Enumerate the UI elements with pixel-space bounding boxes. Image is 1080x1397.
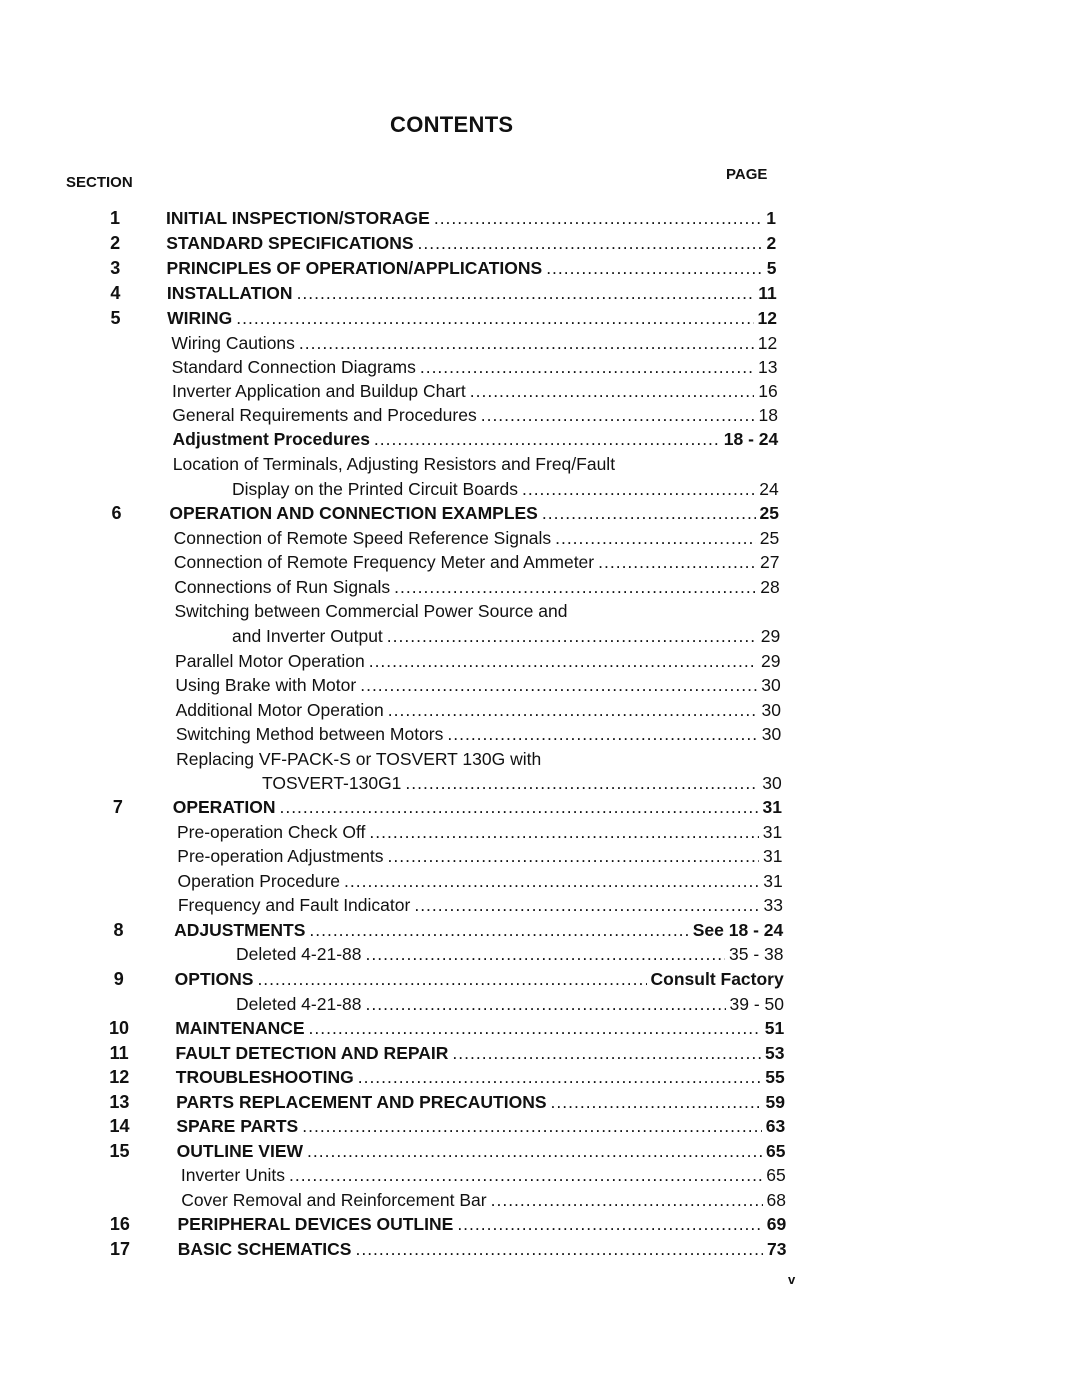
toc-section-row (110, 1239, 787, 1263)
toc-section-row (109, 1043, 785, 1067)
dot-leader (355, 1239, 763, 1260)
toc-entry-label: Switching between Commercial Power Source and (174, 601, 568, 621)
dot-leader (374, 429, 720, 450)
toc-entry-label: FAULT DETECTION AND REPAIR (175, 1043, 449, 1063)
toc-entry-label: PARTS REPLACEMENT AND PRECAUTIONS (176, 1092, 547, 1112)
toc-section-row (109, 1116, 786, 1140)
toc-subsection-row (178, 871, 783, 895)
toc-subsection-row (177, 846, 782, 870)
toc-entry-label: TOSVERT-130G1 (262, 773, 402, 793)
toc-page-number: 30 (761, 700, 781, 720)
toc-entry-label: Pre-operation Adjustments (177, 846, 384, 866)
toc-entry-label: Deleted 4-21-88 (236, 944, 362, 964)
toc-subsection-row (172, 381, 778, 405)
toc-section-row (109, 1067, 785, 1091)
toc-subsection-row (174, 552, 780, 576)
toc-section-number: 6 (111, 503, 122, 523)
toc-section-row (110, 308, 777, 332)
dot-leader (447, 724, 757, 745)
toc-subsection-row (181, 1165, 786, 1189)
toc-subsection-row (172, 405, 778, 429)
toc-entry-label: Display on the Printed Circuit Boards (232, 479, 518, 499)
toc-entry-label: Parallel Motor Operation (175, 651, 365, 671)
toc-page-number: 30 (762, 773, 782, 793)
toc-entry-label: Cover Removal and Reinforcement Bar (181, 1190, 487, 1210)
dot-leader (387, 626, 757, 647)
toc-section-number: 1 (109, 208, 120, 228)
dot-leader (236, 308, 753, 329)
toc-page-number: 24 (759, 479, 779, 499)
dot-leader (307, 1141, 762, 1162)
section-column-header: SECTION (66, 174, 133, 191)
toc-page-number: 31 (763, 846, 783, 866)
toc-subsection-row (177, 822, 782, 846)
toc-entry-label: Additional Motor Operation (175, 700, 384, 720)
dot-leader (366, 944, 726, 965)
dot-leader (394, 577, 756, 598)
toc-entry-label: Standard Connection Diagrams (171, 357, 416, 377)
toc-page-number: 53 (765, 1043, 785, 1063)
toc-page-number: 65 (766, 1165, 786, 1185)
toc-entry-label: Replacing VF-PACK-S or TOSVERT 130G with (176, 749, 542, 769)
dot-leader (366, 994, 726, 1015)
toc-entry-label: Connection of Remote Speed Reference Signals (173, 528, 552, 548)
toc-entry-label: Using Brake with Motor (175, 675, 357, 695)
toc-subsection-row (176, 700, 781, 724)
toc-section-row (113, 969, 784, 993)
dot-leader (551, 1092, 762, 1113)
toc-subsection-row (232, 626, 780, 650)
dot-leader (388, 846, 760, 867)
toc-page-number: 11 (758, 283, 777, 303)
toc-entry-label: PRINCIPLES OF OPERATION/APPLICATIONS (166, 258, 543, 278)
dot-leader (309, 920, 688, 941)
toc-page-number: 13 (758, 357, 778, 377)
dot-leader (257, 969, 646, 990)
toc-entry-label: INSTALLATION (166, 283, 293, 303)
toc-page-number: 69 (766, 1214, 787, 1234)
dot-leader (522, 479, 755, 500)
toc-section-row (109, 1092, 785, 1116)
dot-leader (418, 233, 763, 254)
toc-section-number: 5 (110, 308, 121, 328)
toc-section-row (109, 1141, 786, 1165)
toc-page-number: 51 (764, 1018, 785, 1038)
toc-page-number: 2 (766, 233, 777, 253)
toc-entry-label: Inverter Units (180, 1165, 285, 1185)
toc-section-number: 3 (110, 258, 121, 278)
dot-leader (360, 675, 757, 696)
toc-page-number: 18 - 24 (723, 429, 779, 449)
toc-page-number: Consult Factory (650, 969, 784, 989)
toc-entry-label: Wiring Cautions (171, 333, 295, 353)
toc-section-number: 12 (109, 1067, 130, 1087)
toc-subsection-row (172, 357, 778, 381)
dot-leader (289, 1165, 762, 1186)
dot-leader (297, 283, 755, 304)
dot-leader (481, 405, 755, 426)
dot-leader (491, 1190, 763, 1211)
toc-entry-label: INITIAL INSPECTION/STORAGE (166, 208, 430, 228)
toc-page-number: 31 (762, 822, 783, 842)
dot-leader (344, 871, 759, 892)
toc-subsection-row (181, 1190, 786, 1214)
toc-entry-label: TROUBLESHOOTING (175, 1067, 354, 1087)
toc-page-number: 33 (763, 895, 783, 915)
toc-page-number: 31 (763, 871, 783, 891)
toc-entry-label: BASIC SCHEMATICS (177, 1239, 352, 1259)
toc-page-number: 12 (757, 308, 777, 328)
toc-entry-label: Inverter Application and Buildup Chart (171, 381, 466, 401)
toc-entry-label: OPERATION (172, 797, 276, 817)
toc-page-number: 16 (758, 381, 778, 401)
toc-entry-label: Location of Terminals, Adjusting Resistors and Freq/Fault (172, 454, 616, 474)
toc-page-number: See 18 - 24 (692, 920, 784, 940)
page-column-header: PAGE (726, 166, 768, 183)
toc-page-number: 28 (760, 577, 780, 597)
toc-section-row (112, 797, 782, 821)
toc-entry-label: and Inverter Output (232, 626, 383, 646)
toc-page-number: 39 - 50 (729, 994, 784, 1014)
toc-page-number: 12 (757, 333, 778, 353)
toc-entry-label: WIRING (167, 308, 233, 328)
toc-entry-label: OPERATION AND CONNECTION EXAMPLES (169, 503, 538, 523)
toc-section-number: 9 (113, 969, 124, 989)
dot-leader (279, 797, 758, 818)
toc-subsection-row (262, 773, 782, 797)
toc-subsection-row (174, 528, 780, 552)
toc-page-number: 55 (765, 1067, 785, 1087)
toc-subsection-row (174, 577, 780, 601)
toc-entry-label: Switching Method between Motors (175, 724, 444, 744)
toc-page-number: 63 (765, 1116, 786, 1136)
toc-entry-label: General Requirements and Procedures (172, 405, 477, 425)
dot-leader (546, 258, 763, 279)
dot-leader (542, 503, 756, 524)
toc-page-number: 29 (760, 626, 781, 646)
toc-section-number: 17 (110, 1239, 131, 1259)
toc-section-number: 16 (109, 1214, 130, 1234)
toc-page-number: 30 (761, 724, 782, 744)
toc-subsection-row (232, 479, 779, 503)
toc-page-number: 25 (759, 503, 779, 523)
toc-section-row (110, 258, 777, 282)
dot-leader (457, 1214, 762, 1235)
toc-subsection-row (171, 333, 777, 357)
toc-entry-label: OPTIONS (174, 969, 254, 989)
dot-leader (299, 333, 754, 354)
dot-leader (452, 1043, 761, 1064)
toc-entry-label: SPARE PARTS (176, 1116, 299, 1136)
dot-leader (434, 208, 762, 229)
toc-section-number: 10 (108, 1018, 129, 1038)
toc-subsection-row (173, 429, 779, 453)
toc-section-row (108, 1018, 785, 1042)
toc-page-number: 1 (766, 208, 776, 228)
toc-page-number: 31 (762, 797, 782, 817)
toc-section-row (110, 283, 777, 307)
toc-section-number: 11 (109, 1043, 129, 1063)
toc-entry-label: Operation Procedure (177, 871, 341, 891)
toc-subsection-row (175, 675, 780, 699)
toc-entry-label: Deleted 4-21-88 (236, 994, 362, 1014)
toc-entry-label: STANDARD SPECIFICATIONS (166, 233, 414, 253)
dot-leader (309, 1018, 761, 1039)
toc-page-number: 30 (761, 675, 781, 695)
toc-section-number: 2 (110, 233, 121, 253)
toc-section-number: 7 (112, 797, 123, 817)
toc-section-number: 13 (109, 1092, 130, 1112)
toc-entry-label: ADJUSTMENTS (174, 920, 306, 940)
toc-page-number: 27 (760, 552, 780, 572)
toc-section-row (109, 1214, 787, 1238)
toc-page-number: 73 (767, 1239, 787, 1259)
dot-leader (405, 773, 758, 794)
toc-page-number: 59 (765, 1092, 785, 1112)
toc-section-number: 14 (109, 1116, 130, 1136)
toc-page-number: 68 (766, 1190, 786, 1210)
toc-page-number: 25 (759, 528, 780, 548)
dot-leader (369, 651, 757, 672)
toc-page-number: 18 (758, 405, 778, 425)
dot-leader (302, 1116, 762, 1137)
toc-entry-label: Pre-operation Check Off (177, 822, 366, 842)
toc-section-number: 8 (113, 920, 124, 940)
toc-entry-label: OUTLINE VIEW (176, 1141, 304, 1161)
toc-section-row (110, 233, 777, 257)
toc-subsection-row (175, 651, 780, 675)
toc-subsection-row (176, 724, 781, 748)
toc-entry-label: Adjustment Procedures (172, 429, 370, 449)
toc-page-number: 29 (761, 651, 781, 671)
toc-section-row (113, 920, 784, 944)
contents-title: CONTENTS (390, 112, 514, 137)
toc-entry-label: PERIPHERAL DEVICES OUTLINE (177, 1214, 454, 1234)
toc-section-row (109, 208, 776, 232)
toc-subsection-row (236, 994, 784, 1018)
dot-leader (470, 381, 755, 402)
dot-leader (598, 552, 756, 573)
toc-page-number: 5 (766, 258, 777, 278)
dot-leader (388, 700, 758, 721)
toc-entry-label: Connection of Remote Frequency Meter and Ammeter (173, 552, 595, 572)
dot-leader (358, 1067, 762, 1088)
page-number: v (788, 1272, 796, 1287)
toc-subsection-row (236, 944, 784, 968)
dot-leader (369, 822, 758, 843)
toc-subsection-row (178, 895, 783, 919)
dot-leader (414, 895, 759, 916)
toc-entry-label: MAINTENANCE (175, 1018, 305, 1038)
toc-section-row (111, 503, 779, 527)
dot-leader (555, 528, 756, 549)
toc-entry-label: Connections of Run Signals (174, 577, 391, 597)
toc-page-number: 35 - 38 (729, 944, 784, 964)
toc-section-number: 15 (109, 1141, 130, 1161)
toc-section-number: 4 (110, 283, 121, 303)
toc-entry-label: Frequency and Fault Indicator (177, 895, 411, 915)
toc-page-number: 65 (766, 1141, 786, 1161)
dot-leader (420, 357, 754, 378)
